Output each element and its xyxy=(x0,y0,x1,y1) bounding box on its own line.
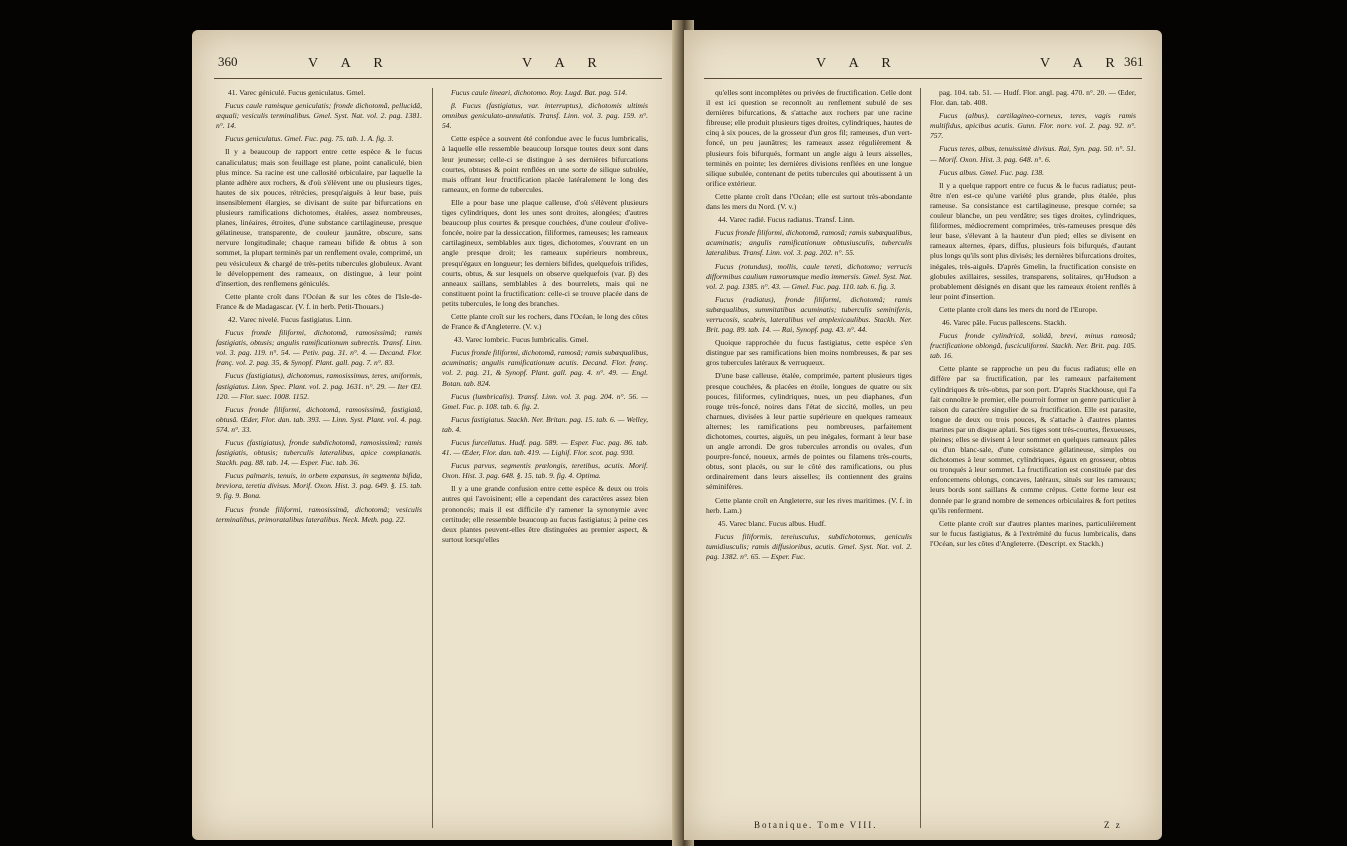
paragraph: D'une base calleuse, étalée, comprimée, partent plusieurs tiges presque couchées, & placées en étoile, longues de quatre ou six pouces, filiformes, cylindriques, nues, un peu diaphanes, d'un rouge très-foncé, noires dans l'état de siccité, molles, un peu charnues, divisées à leur partie supérieure en quelques rameaux alternes; les ramifications peu nombreuses, parfaitement dichotomes, courtes, aiguës, un peu inégales, formant à leur base un angle arrondi. De gros tubercules arrondis ou ovales, d'un pourpre-foncé, noueux, armés de pointes ou filamens très-courts, obtus, sont placés, ou sur le côté des ramifications, ou plus ordinairement dans leurs aisselles; ils contiennent des grains séminifères. xyxy=(706,371,912,492)
paragraph: qu'elles sont incomplètes ou privées de fructification. Celle dont il est ici question se reconnoît au renflement subulé de ses dernières bifurcations, & s'attache aux rochers par une racine fibreuse; elle produit plusieurs tiges droites, cylindriques, hautes de cinq à six pouces, de la grosseur d'un gros fil; rameuses, d'un vert-foncé, un peu jaunâtres; les rameaux assez régulièrement & plusieurs fois bifurqués, formant un angle aigu à leurs aisselles, terminés en pointe; les dernières divisions renflées en une longue silique subulée, contenant de petits tubercules qui aboutissent à un orifice extérieur. xyxy=(706,88,912,188)
left-page-number: 360 xyxy=(218,54,238,69)
right-head-rule xyxy=(704,78,1142,79)
paragraph: Cette plante croît sur d'autres plantes marines, particulièrement sur le fucus fastigiatus, & à l'extrémité du fucus lumbricalis, dans l'Océan, sur les côtes d'Angleterre. (Descript. ex Stackh.) xyxy=(930,518,1136,548)
left-column-divider xyxy=(432,88,433,828)
right-column-2 xyxy=(930,88,1136,824)
right-page-footer: Botanique. Tome VIII. xyxy=(754,820,878,830)
paragraph: Cette plante croît en Angleterre, sur les rives maritimes. (V. f. in herb. Lam.) xyxy=(706,495,912,515)
paragraph: 44. Varec radié. Fucus radiatus. Transf. Linn. xyxy=(718,215,855,225)
paragraph: Fucus fronde cylindricâ, solidâ, brevi, minus ramosâ; fructificatione oblongâ, fusciculiformi. Stackh. Ner. Brit. pag. 105. tab. 16. xyxy=(930,331,1136,361)
paragraph: Fucus fronde filiformi, ramosissimâ, dichotomâ; vesiculis terminalibus, primoratalibus lateralibus. Neck. Meth. pag. 22. xyxy=(216,504,422,524)
paragraph: Elle a pour base une plaque calleuse, d'où s'élèvent plusieurs tiges cylindriques, dont les unes sont droites, alongées; d'autres beaucoup plus courtes & presque couchées, d'une couleur d'olive-foncée, noire par la dessiccation, filiformes, rameuses; les rameaux cartilagineux, semblables aux tiges, dichotomes, s'ouvrant en un angle presque droit; les rameaux supérieurs nombreux, presqu'égaux en longueur; les derniers bifides, quelquefois trifides, courts, obtus, & sur lesquels on observe quelquefois (var. β) des anneaux saillans, semblables à des bourrelets, mais qui ne constituent point la fructification: celle-ci se trouve placée dans de petits tubercules, le long des branches. xyxy=(442,197,648,308)
right-column-1 xyxy=(706,88,912,814)
paragraph: Fucus (rotundus), mollis, caule tereti, dichotomo; verrucis difformibus caulium ramorumque medio immersis. Gmel. Syst. Nat. vol. 2. pag. 1385. n°. 43. — Gmel. Fuc. pag. 110. tab. 6. fig. 3. xyxy=(706,261,912,291)
paragraph: Il y a quelque rapport entre ce fucus & le fucus radiatus; peut-être n'en est-ce qu'une variété plus grande, plus étalée, plus rameuse. Sa consistance est cartilagineuse, presque cornée; sa couleur blanche, un peu verdâtre; ses tiges droites, cylindriques, filiformes, médiocrement comprimées, très-rameuses presque dès leur base, s'élevant à la hauteur d'un pied; elles se divisent en rameaux alternes, épars, diffus, plusieurs fois bifurqués, d'autant plus longs qu'ils sont plus divisés; les dernières bifurcations droites, inégales, très-aiguës. D'après Gmelin, la fructification consiste en globules axillaires, sessiles, transparens, solitaires, qu'Hudson a probablement désignés en disant que les rameaux étoient renflés à leur point d'insertion. xyxy=(930,180,1136,301)
paragraph: Fucus teres, albus, tenuissimè divisus. Rai, Syn. pag. 50. n°. 51. — Morif. Oxon. Hist. 3. pag. 648. n°. 6. xyxy=(930,144,1136,164)
left-column-1 xyxy=(216,88,422,528)
paragraph: Cette plante croît dans les mers du nord de l'Europe. xyxy=(939,304,1098,314)
paragraph: Fucus fronde filiformi, dichotomâ, ramosissimâ; ramis fastigiatis, obtusis; angulis ramificationum subrectis. Transf. Linn. vol. 3. pag. 119. n°. 54. — Petiv. pag. 31. n°. 4. — Decand. Flor. franç. vol. 2. pag. 35, & Synopf. Plant. gall. pag. 7. n°. 83. xyxy=(216,328,422,368)
paragraph: Fucus (lumbricalis). Transf. Linn. vol. 3. pag. 204. n°. 56. — Gmel. Fuc. p. 108. tab. 6. fig. 2. xyxy=(442,391,648,411)
paragraph: Fucus furcellatus. Hudf. pag. 589. — Esper. Fuc. pag. 86. tab. 41. — Œder, Flor. dan. tab. 419. — Lighif. Flor. scot. pag. 930. xyxy=(442,438,648,458)
paragraph: Fucus (fastigiatus), dichotomus, ramosissimus, teres, uniformis, fastigiatus. Linn. Spec. Plant. vol. 2. pag. 1631. n°. 29. — Iter Œl. 120. — Flor. suec. 1008. 1152. xyxy=(216,371,422,401)
left-column-2 xyxy=(442,88,648,548)
left-head-rule xyxy=(214,78,662,79)
left-running-head xyxy=(192,48,680,82)
paragraph: Fucus albus. Gmel. Fuc. pag. 138. xyxy=(939,167,1045,177)
paragraph: Cette plante croît dans l'Océan & sur les côtes de l'Isle-de-France & de Madagascar. (V. f. in herb. Petit-Thouars.) xyxy=(216,291,422,311)
right-page-number: 361 xyxy=(1124,54,1144,69)
paragraph: Fucus geniculatus. Gmel. Fuc. pag. 75. tab. 1. A. fig. 3. xyxy=(225,134,394,144)
right-head-title-a: V A R xyxy=(816,56,901,71)
right-running-head xyxy=(684,48,1162,82)
paragraph: Fucus (radiatus), fronde filiformi, dichotomâ; ramis subæqualibus, summitatibus acuminatis; tuberculis seminiferis, verrucosis, scabris, lateralibus vel amplexicaulibus. Stackh. Ner. Brit. pag. 89. tab. 14. — Rai, Synopf. pag. 43. n°. 44. xyxy=(706,294,912,335)
paragraph: Fucus fronde filiformi, dichotomâ, ramosâ; ramis subæqualibus, acuminatis; angulis ramificationum acutis. Decand. Flor. franç. vol. 2. pag. 21, & Synopf. Plant. gall. pag. 4. n°. 49. — Engl. Botan. tab. 824. xyxy=(442,348,648,388)
paragraph: 41. Varec géniculé. Fucus geniculatus. Gmel. xyxy=(228,88,366,97)
signature-mark: Z z xyxy=(1104,820,1122,830)
paragraph: Fucus fastigiatus. Stackh. Ner. Britan. pag. 15. tab. 6. — Welley, tab. 4. xyxy=(442,414,648,434)
paragraph: Fucus filiformis, tereiusculus, subdichotomus, geniculis tumidiusculis; ramis diffusioribus, acutis. Gmel. Syst. Nat. vol. 2. pag. 1382. n°. 65. — Esper. Fuc. xyxy=(706,531,912,562)
paragraph: Fucus (albus), cartilagineo-corneus, teres, vagis ramis multifidus, apicibus acutis. Gunn. Flor. norv. vol. 2. pag. 92. n°. 757. xyxy=(930,111,1136,141)
right-column-divider xyxy=(920,88,921,828)
left-head-title-b: V A R xyxy=(522,56,607,71)
paragraph: Cette plante se rapproche un peu du fucus radiatus; elle en diffère par sa fructification, par les rameaux parfaitement cylindriques & très-obtus, par son port. D'après Stackhouse, qui l'a fait connoître le premier, elle pourroit former un genre particulier à raison du caractère singulier de sa fructification. Elle est parasite, longue de deux ou trois pouces, & s'attache à d'autres plantes marines par un disque aplati. Ses tiges sont très-courtes, flexueuses, pleines; elles se divisent à leur sommet en quelques rameaux pâles ou d'un blanc-sale, d'une consistance gélatineuse, simples ou dichotomes à leur sommet, cylindriques, égaux en grosseur, obtus ou tronqués à leur sommet. La fructification est constituée par des enfoncemens oblongs, concaves, latéraux, situés sur les rameaux; leurs bords sont saillans & comme crépus. Cette forme leur est donnée par le grand nombre de semences orbiculaires & fort petites qu'ils renferment. xyxy=(930,364,1136,515)
paragraph: pag. 104. tab. 51. — Hudf. Flor. angl. pag. 470. n°. 20. — Œder, Flor. dan. tab. 408. xyxy=(930,88,1136,108)
paragraph: Fucus fronde filiformi, dichotomâ, ramosissimâ, fastigiatâ, obtusâ. Œder, Flor. dan. tab. 393. — Linn. Syst. Plant. vol. 4. pag. 574. n°. 33. xyxy=(216,404,422,434)
left-page xyxy=(192,30,680,840)
paragraph: Fucus caule lineari, dichotomo. Roy. Lugd. Bat. pag. 514. xyxy=(451,88,628,97)
paragraph: Fucus fronde filiformi, dichotomâ, ramosâ; ramis subæqualibus, acuminatis; angulis ramificationum obtusiusculis, tuberculis lateralibus. Transf. Linn. vol. 3. pag. 202. n°. 55. xyxy=(706,228,912,258)
paragraph: 42. Varec nivelé. Fucus fastigiatus. Linn. xyxy=(228,314,353,324)
paragraph: Fucus palmaris, tenuis, in orbem expansus, in segmenta bifida, breviora, teretia divisus. Morif. Oxon. Hist. 3. pag. 649. §. 15. tab. 9. fig. 9. Bona. xyxy=(216,471,422,501)
paragraph: Fucus (fastigiatus), fronde subdichotomâ, ramosissimâ; ramis fastigiatis, obtusis; tuberculis lateralibus, apice complanatis. Stackh. pag. 88. tab. 14. — Esper. Fuc. tab. 36. xyxy=(216,438,422,468)
paragraph: Il y a une grande confusion entre cette espèce & deux ou trois autres qui l'avoisinent; elle a cependant des caractères assez bien prononcés; mais il est difficile d'y ramener la synonymie avec certitude; elle ressemble beaucoup au fucus fastigiatus; à peine ces deux plantes peuvent-elles être distinguées au premier aspect, & surtout lorsqu'elles xyxy=(442,484,648,544)
paragraph: 43. Varec lombric. Fucus lumbricalis. Gmel. xyxy=(454,335,589,345)
paragraph: Cette plante croît sur les rochers, dans l'Océan, le long des côtes de France & d'Angleterre. (V. v.) xyxy=(442,311,648,332)
left-head-title-a: V A R xyxy=(308,56,393,71)
paragraph: Cette plante croît dans l'Océan; elle est surtout très-abondante dans les mers du Nord. (V. v.) xyxy=(706,191,912,212)
paragraph: Fucus caule ramisque geniculatis; fronde dichotomâ, pellucidâ, æquali; vesiculis terminalibus. Gmel. Syst. Nat. vol. 2. pag. 1381. n°. 14. xyxy=(216,101,422,131)
right-page xyxy=(684,30,1162,840)
paragraph: β. Fucus (fastigiatus, var. interruptus), dichotomis ultimis omnibus geniculato-annulatis. Transf. Linn. vol. 3. pag. 159. n°. 54. xyxy=(442,101,648,131)
paragraph: Fucus parvus, segmentis prælongis, teretibus, acutis. Morif. Oxon. Hist. 3. pag. 648. §. 15. tab. 9. fig. 4. Optima. xyxy=(442,461,648,481)
right-head-title-b: V A R xyxy=(1040,56,1125,71)
paragraph: Cette espèce a souvent été confondue avec le fucus lumbricalis, à laquelle elle ressemble beaucoup lorsque toutes deux sont dans leur jeunesse; celle-ci se distingue à ses dernières bifurcations courtes, obtuses & point renflées en une sorte de silique subulée, mais offrant leur fructification placée latéralement le long des rameaux, en forme de tubercules. xyxy=(442,134,648,194)
paragraph: Il y a beaucoup de rapport entre cette espèce & le fucus canaliculatus; mais son feuillage est plane, point canaliculé, bien plus mince. Sa racine est une callosité orbiculaire, par laquelle la plante adhère aux rochers, & d'où s'élèvent une ou plusieurs tiges, hautes de six pouces, rétrécies, presqu'aiguës à leur base, puis insensiblement élargies, se divisant de suite par bifurcations en plusieurs ramifications dichotomes, étalées, assez nombreuses, planes, linéaires, étroites, d'une substance cartilagineuse, presque gélatineuse, transparente, de couleur jaunâtre, obscure, sans nervure longitudinale; chaque rameau bifide & obtus à son sommet, la plupart terminés par un renflement ovale, comprimé, un peu vésiculeux & chargé de très-petits tubercules globuleux. Avant le développement des rameaux, on distingue, à leur point d'insertion, des renflemens géniculés. xyxy=(216,147,422,288)
paragraph: 45. Varec blanc. Fucus albus. Hudf. xyxy=(718,518,827,528)
paragraph: 46. Varec pâle. Fucus pallescens. Stackh. xyxy=(942,317,1067,327)
paragraph: Quoique rapprochée du fucus fastigiatus, cette espèce s'en distingue par ses ramifications bien moins nombreuses, & par ses gros tubercules latéraux & verruqueux. xyxy=(706,338,912,368)
